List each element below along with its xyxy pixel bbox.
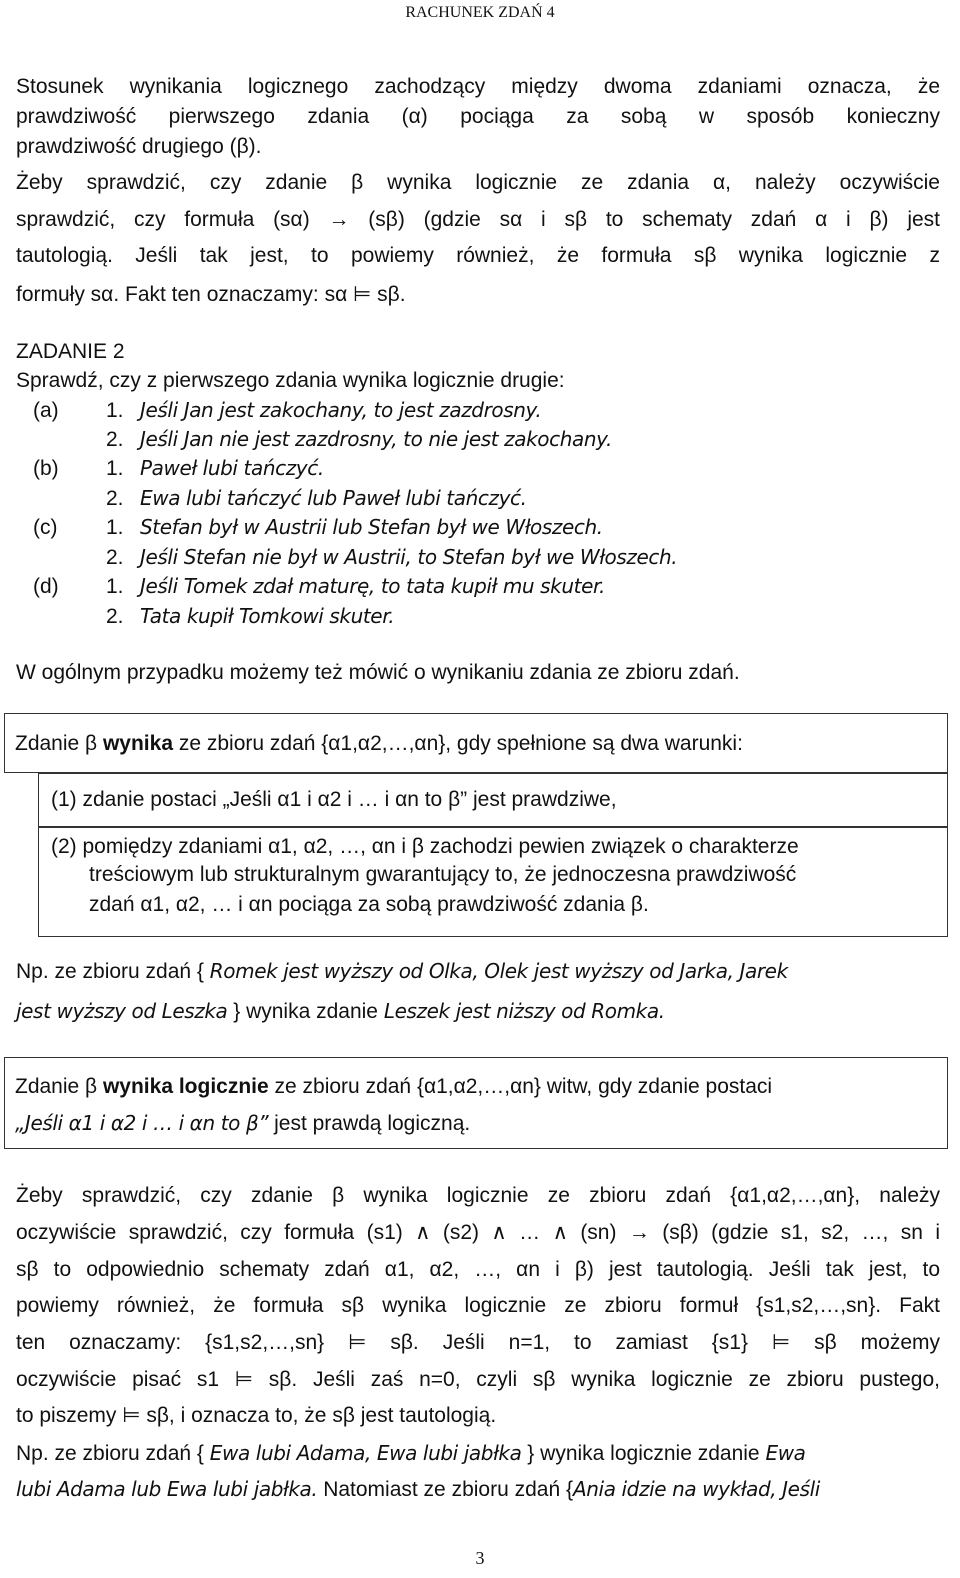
task-item xyxy=(33,426,612,453)
task-item-number: 1. xyxy=(106,457,124,480)
task-item-text: Paweł lubi tańczyć. xyxy=(140,456,324,480)
logical-consequence-line: Zdanie β wynika logicznie ze zbioru zdań {α1,α2,…,αn} witw, gdy zdanie postaci xyxy=(15,1075,773,1098)
final-line: oczywiście sprawdzić, czy formuła (s1) ∧ (s2) ∧ … ∧ (sn) → (sβ) (gdzie s1, s2, …, sn i xyxy=(16,1221,940,1244)
task-item-number: 2. xyxy=(106,546,124,569)
task-item-text: Stefan był w Austrii lub Stefan był we Włoszech. xyxy=(140,515,603,539)
task-item-text: Jeśli Jan jest zakochany, to jest zazdrosny. xyxy=(140,398,542,422)
task-item-text: Ewa lubi tańczyć lub Paweł lubi tańczyć. xyxy=(140,486,527,510)
task-item-text: Jeśli Jan nie jest zazdrosny, to nie jest zakochany. xyxy=(140,427,612,451)
logical-consequence-box xyxy=(4,1057,948,1149)
task-item-number: 1. xyxy=(106,575,124,598)
task-item xyxy=(33,485,527,512)
condition-1: (1) zdanie postaci „Jeśli α1 i α2 i … i αn to β” jest prawdziwe, xyxy=(51,788,617,811)
task-title: ZADANIE 2 xyxy=(16,340,125,363)
task-prompt: Sprawdź, czy z pierwszego zdania wynika logicznie drugie: xyxy=(16,369,565,392)
example-2-line: Np. ze zbioru zdań { Ewa lubi Adama, Ewa lubi jabłka } wynika logicznie zdanie Ewa xyxy=(16,1441,806,1465)
intro-line: tautologią. Jeśli tak jest, to powiemy również, że formuła sβ wynika logicznie z xyxy=(16,244,940,267)
task-item-number: 2. xyxy=(106,428,124,451)
general-remark: W ogólnym przypadku możemy też mówić o wynikaniu zdania ze zbioru zdań. xyxy=(16,661,740,684)
task-item xyxy=(33,514,603,541)
definition-header-box xyxy=(4,713,948,773)
example-2-line: lubi Adama lub Ewa lubi jabłka. Natomiast ze zbioru zdań {Ania idzie na wykład, Jeśli xyxy=(16,1477,820,1501)
final-line: sβ to odpowiednio schematy zdań α1, α2, …, αn i β) jest tautologią. Jeśli tak jest, to xyxy=(16,1258,940,1281)
condition-2-line: (2) pomiędzy zdaniami α1, α2, …, αn i β zachodzi pewien związek o charakterze xyxy=(51,835,799,858)
task-item-label: (a) xyxy=(33,399,59,422)
final-line: oczywiście pisać s1 ⊨ sβ. Jeśli zaś n=0, czyli sβ wynika logicznie ze zbioru pustego, xyxy=(16,1368,940,1391)
intro-line: prawdziwość drugiego (β). xyxy=(16,135,262,158)
task-item-text: Jeśli Stefan nie był w Austrii, to Stefan był we Włoszech. xyxy=(140,545,678,569)
final-line: powiemy również, że formuła sβ wynika logicznie ze zbioru formuł {s1,s2,…,sn}. Fakt xyxy=(16,1294,940,1317)
logical-consequence-line: „Jeśli α1 i α2 i … i αn to β” jest prawdą logiczną. xyxy=(15,1111,471,1135)
task-item xyxy=(33,397,541,424)
task-item xyxy=(33,573,605,600)
task-item-text: Jeśli Tomek zdał maturę, to tata kupił mu skuter. xyxy=(140,574,605,598)
intro-line: sprawdzić, czy formuła (sα) → (sβ) (gdzie sα i sβ to schematy zdań α i β) jest xyxy=(16,208,940,231)
task-item-label: (c) xyxy=(33,516,58,539)
task-item-number: 2. xyxy=(106,487,124,510)
condition-2-box xyxy=(38,827,948,937)
condition-2-line: zdań α1, α2, … i αn pociąga za sobą prawdziwość zdania β. xyxy=(89,893,649,916)
task-item xyxy=(33,455,324,482)
final-line: to piszemy ⊨ sβ, i oznacza to, że sβ jest tautologią. xyxy=(16,1404,497,1427)
condition-1-box xyxy=(38,773,948,827)
intro-line: Żeby sprawdzić, czy zdanie β wynika logicznie ze zdania α, należy oczywiście xyxy=(16,171,940,194)
intro-line: Stosunek wynikania logicznego zachodzący między dwoma zdaniami oznacza, że xyxy=(16,75,940,98)
task-item-label: (b) xyxy=(33,457,59,480)
example-1-line: Np. ze zbioru zdań { Romek jest wyższy od Olka, Olek jest wyższy od Jarka, Jarek xyxy=(16,959,788,983)
task-item-number: 2. xyxy=(106,605,124,628)
intro-line: formuły sα. Fakt ten oznaczamy: sα ⊨ sβ. xyxy=(16,283,406,306)
task-item-number: 1. xyxy=(106,516,124,539)
task-item xyxy=(33,603,394,630)
intro-line: prawdziwość pierwszego zdania (α) pociąga za sobą w sposób konieczny xyxy=(16,105,940,128)
final-line: ten oznaczamy: {s1,s2,…,sn} ⊨ sβ. Jeśli n=1, to zamiast {s1} ⊨ sβ możemy xyxy=(16,1331,940,1354)
condition-2-line: treściowym lub strukturalnym gwarantujący to, że jednoczesna prawdziwość xyxy=(89,863,797,886)
running-header: RACHUNEK ZDAŃ 4 xyxy=(405,4,555,21)
task-item-text: Tata kupił Tomkowi skuter. xyxy=(140,604,395,628)
final-line: Żeby sprawdzić, czy zdanie β wynika logicznie ze zbioru zdań {α1,α2,…,αn}, należy xyxy=(16,1184,940,1207)
example-1-line: jest wyższy od Leszka } wynika zdanie Leszek jest niższy od Romka. xyxy=(16,999,665,1023)
page-number: 3 xyxy=(475,1548,485,1568)
task-item-label: (d) xyxy=(33,575,59,598)
task-item-number: 1. xyxy=(106,399,124,422)
task-item xyxy=(33,544,677,571)
definition-heading: Zdanie β wynika ze zbioru zdań {α1,α2,…,αn}, gdy spełnione są dwa warunki: xyxy=(15,732,743,755)
